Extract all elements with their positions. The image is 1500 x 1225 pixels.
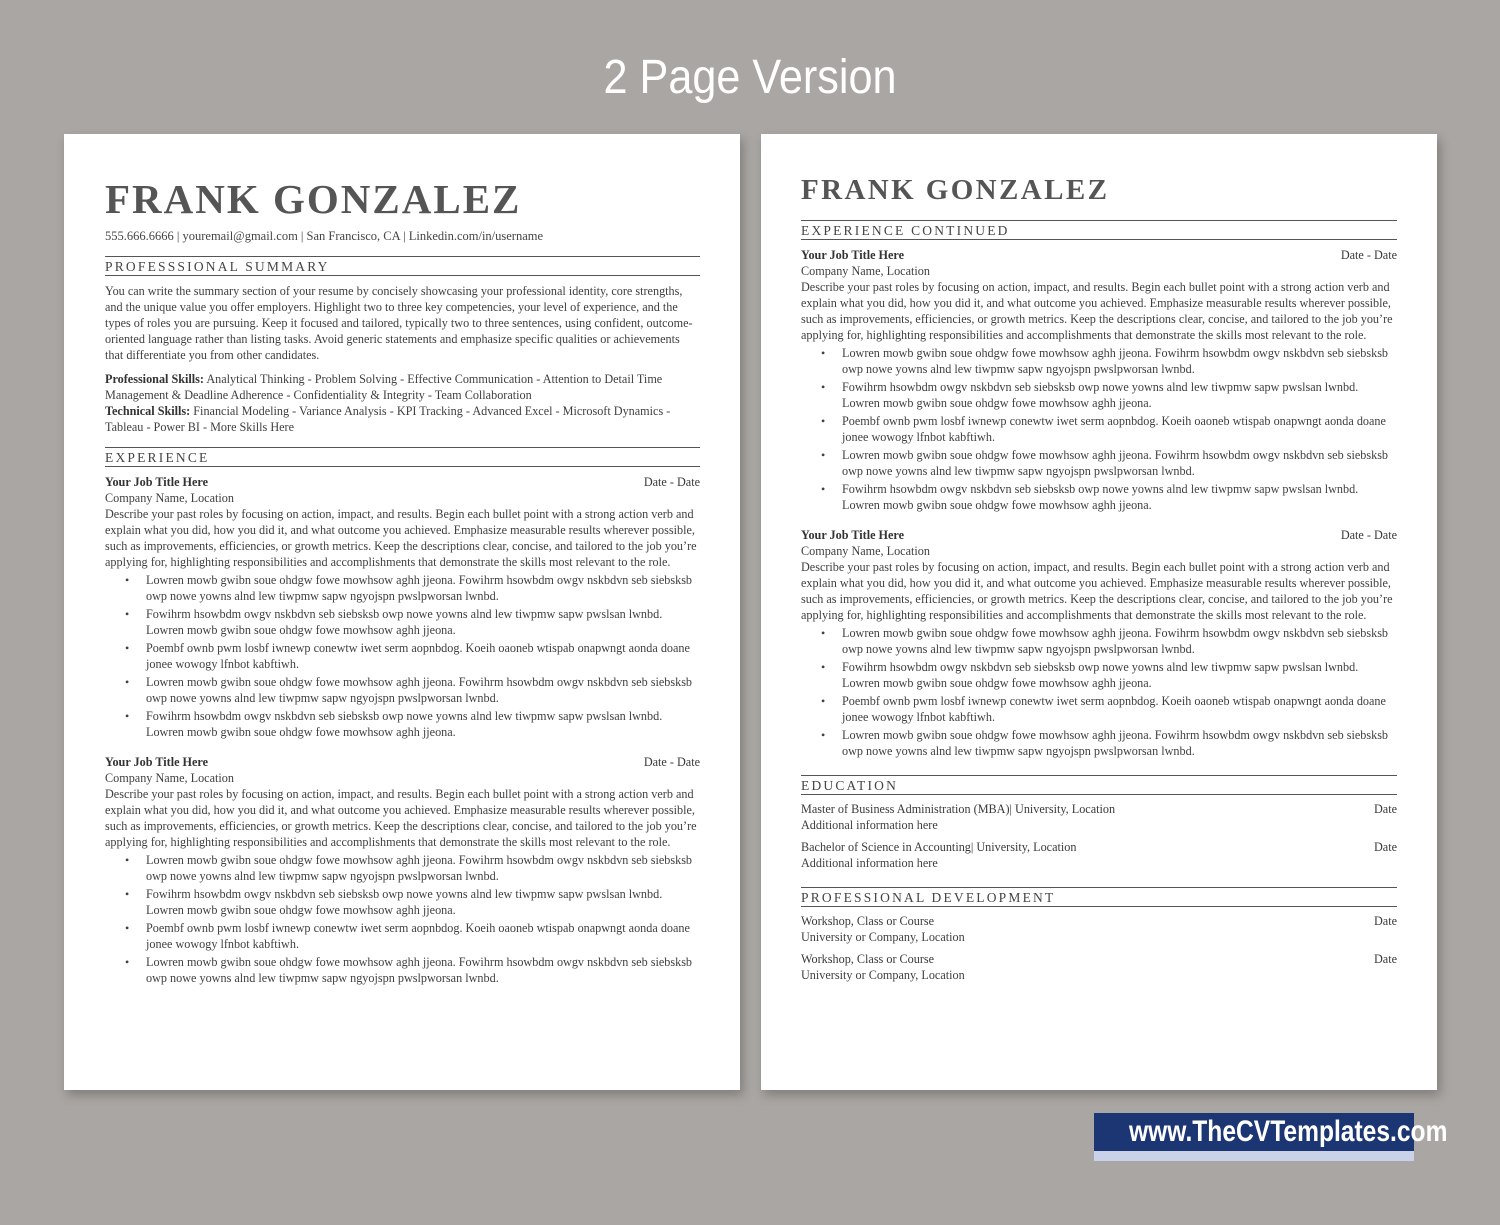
education-degree: Master of Business Administration (MBA)| University, Location — [801, 802, 1116, 816]
website-badge[interactable] — [1094, 1113, 1448, 1161]
website-url: www.TheCVTemplates.com — [1128, 1115, 1448, 1148]
job-description: Describe your past roles by focusing on action, impact, and results. Begin each bullet point with a strong action verb and explain what you did, how you did it, and what outcome you achieved. Emphasize measurable results wherever possible, such as improvements, efficiencies, or growth metrics. Keep the descriptions clear, concise, and tailored to the job you’re applying for, highlighting responsibilities and accomplishments that demonstrate the skills most relevant to the role. — [801, 280, 1393, 342]
job-title: Your Job Title Here — [105, 755, 209, 769]
job-bullet: • Fowihrm hsowbdm owgv nskbdvn seb siebsksb owp nowe yowns alnd lew tiwpmw sapw pwslsan lwnbd. Lowren mowb gwibn soue ohdgw fowe mowhsow aghh jjeona. — [842, 379, 1397, 411]
development-date: Date — [1373, 914, 1397, 928]
section-heading-education: EDUCATION — [801, 775, 1397, 795]
job-description: Describe your past roles by focusing on action, impact, and results. Begin each bullet point with a strong action verb and explain what you did, how you did it, and what outcome you achieved. Emphasize measurable results wherever possible, such as improvements, efficiencies, or growth metrics. Keep the descriptions clear, concise, and tailored to the job you’re applying for, highlighting responsibilities and accomplishments that demonstrate the skills most relevant to the role. — [105, 507, 697, 569]
development-course: Workshop, Class or Course — [801, 952, 935, 966]
job-title: Your Job Title Here — [105, 475, 209, 489]
job-bullets — [105, 852, 700, 986]
job-company: Company Name, Location — [801, 264, 930, 278]
job-company: Company Name, Location — [105, 491, 234, 505]
job-description: Describe your past roles by focusing on action, impact, and results. Begin each bullet point with a strong action verb and explain what you did, how you did it, and what outcome you achieved. Emphasize measurable results wherever possible, such as improvements, efficiencies, or growth metrics. Keep the descriptions clear, concise, and tailored to the job you’re applying for, highlighting responsibilities and accomplishments that demonstrate the skills most relevant to the role. — [105, 787, 697, 849]
job-company: Company Name, Location — [105, 771, 234, 785]
job-bullets — [105, 572, 700, 740]
education-info: Additional information here — [801, 856, 938, 870]
job-bullet: • Lowren mowb gwibn soue ohdgw fowe mowhsow aghh jjeona. Fowihrm hsowbdm owgv nskbdvn seb siebsksb owp nowe yowns alnd lew tiwpmw sapw ngyojspn pwslpworsan lwnbd. — [842, 727, 1397, 759]
section-heading-experience-continued: EXPERIENCE CONTINUED — [801, 220, 1397, 240]
education-date: Date — [1373, 802, 1397, 816]
job-bullet: • Fowihrm hsowbdm owgv nskbdvn seb siebsksb owp nowe yowns alnd lew tiwpmw sapw pwslsan lwnbd. Lowren mowb gwibn soue ohdgw fowe mowhsow aghh jjeona. — [146, 708, 700, 740]
summary-text: You can write the summary section of your resume by concisely showcasing your professional identity, core strengths, and the unique value you offer employers. Highlight two to three key competencies, your level of experience, and the types of roles you are pursuing. Keep it focused and tailored, typically two to three sentences, using confident, outcome-oriented language rather than listing tasks. Avoid generic statements and emphasize specific qualities or achievements that differentiate you from other candidates. — [105, 284, 693, 362]
banner-title: 2 Page Version — [603, 51, 897, 104]
resume-page-2 — [761, 134, 1437, 1090]
skills-block — [105, 371, 700, 435]
professional-skills-label: Professional Skills: — [105, 372, 204, 386]
section-heading-summary: PROFESSSIONAL SUMMARY — [105, 256, 700, 276]
job-bullet: • Lowren mowb gwibn soue ohdgw fowe mowhsow aghh jjeona. Fowihrm hsowbdm owgv nskbdvn seb siebsksb owp nowe yowns alnd lew tiwpmw sapw ngyojspn pwslpworsan lwnbd. — [842, 447, 1397, 479]
contact-line: 555.666.6666 | youremail@gmail.com | San Francisco, CA | Linkedin.com/in/username — [105, 229, 544, 243]
education-info: Additional information here — [801, 818, 938, 832]
job-bullet: • Fowihrm hsowbdm owgv nskbdvn seb siebsksb owp nowe yowns alnd lew tiwpmw sapw pwslsan lwnbd. Lowren mowb gwibn soue ohdgw fowe mowhsow aghh jjeona. — [146, 606, 700, 638]
section-heading-experience: EXPERIENCE — [105, 447, 700, 467]
job-bullet: • Lowren mowb gwibn soue ohdgw fowe mowhsow aghh jjeona. Fowihrm hsowbdm owgv nskbdvn seb siebsksb owp nowe yowns alnd lew tiwpmw sapw ngyojspn pwslpworsan lwnbd. — [146, 852, 700, 884]
job-dates: Date - Date — [643, 755, 700, 769]
job-bullet: • Lowren mowb gwibn soue ohdgw fowe mowhsow aghh jjeona. Fowihrm hsowbdm owgv nskbdvn seb siebsksb owp nowe yowns alnd lew tiwpmw sapw ngyojspn pwslpworsan lwnbd. — [842, 345, 1397, 377]
development-entry — [801, 913, 1397, 945]
education-entry — [801, 801, 1397, 833]
job-dates: Date - Date — [1340, 248, 1397, 262]
development-org: University or Company, Location — [801, 968, 965, 982]
development-org: University or Company, Location — [801, 930, 965, 944]
job-bullet: • Poembf ownb pwm losbf iwnewp conewtw iwet serm aopnbdog. Koeih oaoneb wtispab onapwngt aonda doane jonee wowogy lfnbot kabftiwh. — [842, 693, 1397, 725]
job-bullet: • Lowren mowb gwibn soue ohdgw fowe mowhsow aghh jjeona. Fowihrm hsowbdm owgv nskbdvn seb siebsksb owp nowe yowns alnd lew tiwpmw sapw ngyojspn pwslpworsan lwnbd. — [146, 954, 700, 986]
job-bullet: • Poembf ownb pwm losbf iwnewp conewtw iwet serm aopnbdog. Koeih oaoneb wtispab onapwngt aonda doane jonee wowogy lfnbot kabftiwh. — [842, 413, 1397, 445]
job-bullets — [801, 345, 1397, 513]
candidate-name: FRANK GONZALEZ — [105, 176, 522, 222]
technical-skills-label: Technical Skills: — [105, 404, 191, 418]
job-bullet: • Fowihrm hsowbdm owgv nskbdvn seb siebsksb owp nowe yowns alnd lew tiwpmw sapw pwslsan lwnbd. Lowren mowb gwibn soue ohdgw fowe mowhsow aghh jjeona. — [146, 886, 700, 918]
resume-page-1 — [64, 134, 740, 1090]
job-entry — [801, 527, 1397, 759]
job-title: Your Job Title Here — [801, 528, 905, 542]
job-bullets — [801, 625, 1397, 759]
candidate-name: FRANK GONZALEZ — [801, 174, 1110, 206]
job-title: Your Job Title Here — [801, 248, 905, 262]
professional-skills-text: Analytical Thinking - Problem Solving - Effective Communication - Attention to Detail Time Management & Deadline Adherence - Confidentiality & Integrity - Team Collaboration — [105, 372, 663, 402]
job-entry — [105, 754, 700, 986]
job-bullet: • Lowren mowb gwibn soue ohdgw fowe mowhsow aghh jjeona. Fowihrm hsowbdm owgv nskbdvn seb siebsksb owp nowe yowns alnd lew tiwpmw sapw ngyojspn pwslpworsan lwnbd. — [146, 674, 700, 706]
development-date: Date — [1373, 952, 1397, 966]
job-bullet: • Fowihrm hsowbdm owgv nskbdvn seb siebsksb owp nowe yowns alnd lew tiwpmw sapw pwslsan lwnbd. Lowren mowb gwibn soue ohdgw fowe mowhsow aghh jjeona. — [842, 481, 1397, 513]
job-dates: Date - Date — [643, 475, 700, 489]
job-bullet: • Poembf ownb pwm losbf iwnewp conewtw iwet serm aopnbdog. Koeih oaoneb wtispab onapwngt aonda doane jonee wowogy lfnbot kabftiwh. — [146, 640, 700, 672]
technical-skills-text: Financial Modeling - Variance Analysis - KPI Tracking - Advanced Excel - Microsoft Dynamics - Tableau - Power BI - More Skills Here — [105, 404, 671, 434]
job-bullet: • Poembf ownb pwm losbf iwnewp conewtw iwet serm aopnbdog. Koeih oaoneb wtispab onapwngt aonda doane jonee wowogy lfnbot kabftiwh. — [146, 920, 700, 952]
education-date: Date — [1373, 840, 1397, 854]
job-dates: Date - Date — [1340, 528, 1397, 542]
job-bullet: • Fowihrm hsowbdm owgv nskbdvn seb siebsksb owp nowe yowns alnd lew tiwpmw sapw pwslsan lwnbd. Lowren mowb gwibn soue ohdgw fowe mowhsow aghh jjeona. — [842, 659, 1397, 691]
education-degree: Bachelor of Science in Accounting| University, Location — [801, 840, 1077, 854]
job-bullet: • Lowren mowb gwibn soue ohdgw fowe mowhsow aghh jjeona. Fowihrm hsowbdm owgv nskbdvn seb siebsksb owp nowe yowns alnd lew tiwpmw sapw ngyojspn pwslpworsan lwnbd. — [842, 625, 1397, 657]
development-course: Workshop, Class or Course — [801, 914, 935, 928]
development-entry — [801, 951, 1397, 983]
job-company: Company Name, Location — [801, 544, 930, 558]
job-entry — [105, 474, 700, 740]
job-description: Describe your past roles by focusing on action, impact, and results. Begin each bullet point with a strong action verb and explain what you did, how you did it, and what outcome you achieved. Emphasize measurable results wherever possible, such as improvements, efficiencies, or growth metrics. Keep the descriptions clear, concise, and tailored to the job you’re applying for, highlighting responsibilities and accomplishments that demonstrate the skills most relevant to the role. — [801, 560, 1393, 622]
section-heading-development: PROFESSIONAL DEVELOPMENT — [801, 887, 1397, 907]
job-entry — [801, 247, 1397, 513]
education-entry — [801, 839, 1397, 871]
job-bullet: • Lowren mowb gwibn soue ohdgw fowe mowhsow aghh jjeona. Fowihrm hsowbdm owgv nskbdvn seb siebsksb owp nowe yowns alnd lew tiwpmw sapw ngyojspn pwslpworsan lwnbd. — [146, 572, 700, 604]
